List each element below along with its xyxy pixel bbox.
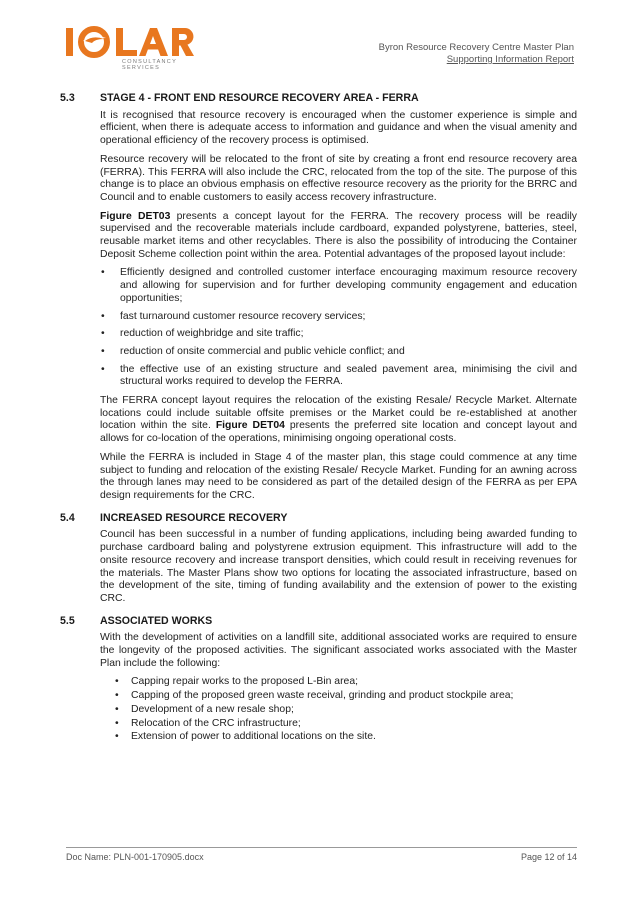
document-name: Doc Name: PLN-001-170905.docx [66, 852, 204, 862]
list-item: • reduction of onsite commercial and public vehicle conflict; and [100, 346, 577, 359]
section-number: 5.3 [60, 92, 75, 104]
list-item: • Efficiently designed and controlled customer interface encouraging maximum resource recovery and allowing for supervision and for further developing community engagement and education opportunities; [100, 267, 577, 305]
document-subtitle: Supporting Information Report [446, 54, 574, 65]
section-heading [60, 92, 577, 105]
section-5-4 [60, 512, 577, 606]
section-number: 5.5 [60, 614, 75, 627]
logo-mark-icon [66, 26, 216, 60]
section-heading [60, 512, 577, 525]
page-number: Page 12 of 14 [520, 852, 577, 862]
figure-reference: Figure DET03 [100, 210, 171, 222]
paragraph: Council has been successful in a number of funding applications, including being awarded funding to purchase cardboard baling and polystyrene extrusion equipment. This infrastructure will add to the onsite resource recovery and increase transport densities, which could result in receiving revenues for the materials. The Master Plans show two options for locating the associated infrastructure, based on the development of the site, timing of funding availability and the extension of power to the existing CRC. [100, 529, 577, 604]
paragraph: Resource recovery will be relocated to the front of site by creating a front end resource recovery area (FERRA). This FERRA will also include the CRC, relocated from the top of the site. The purpose of this change is to place an obvious emphasis on effective resource recovery as the priority for the BRRC and Council and to enable customers to easily access recovery infrastructure. [100, 153, 577, 203]
page-footer [66, 847, 577, 862]
section-5-5 [60, 615, 577, 744]
list-item: • Relocation of the CRC infrastructure; [115, 718, 577, 731]
list-item: • the effective use of an existing structure and sealed pavement area, minimising the civil and structural works required to develop the FERRA. [100, 364, 577, 389]
list-item: • Capping repair works to the proposed L-Bin area; [115, 676, 577, 689]
paragraph [100, 395, 577, 446]
paragraph-text: presents the preferred site location and concept layout and allows for co-location of the operations, minimising ongoing operational costs. [100, 420, 577, 445]
document-title: Byron Resource Recovery Centre Master Plan [378, 42, 574, 53]
paragraph [100, 211, 577, 262]
list-item: • Development of a new resale shop; [115, 704, 577, 717]
list-item: • Extension of power to additional locations on the site. [115, 731, 577, 744]
section-title: STAGE 4 - FRONT END RESOURCE RECOVERY AREA - FERRA [100, 92, 419, 104]
paragraph: It is recognised that resource recovery is encouraged when the customer experience is simple and efficient, when there is adequate access to information and guidance and when the visual amenity and operational efficiency of the recovery process is optimised. [100, 109, 577, 147]
section-5-3 [60, 92, 577, 503]
list-item: • Capping of the proposed green waste receival, grinding and product stockpile area; [115, 690, 577, 703]
paragraph: While the FERRA is included in Stage 4 of the master plan, this stage could commence at any time subject to funding and relocation of the existing Resale/ Recycle Market. Funding for an awning across the through lanes may need to be considered as part of the detailed design of the FERRA as per EPA design requirements for the CRC. [100, 451, 577, 501]
bullet-list [100, 267, 577, 389]
bullet-list [100, 676, 577, 744]
section-title: INCREASED RESOURCE RECOVERY [100, 511, 288, 524]
list-item: • fast turnaround customer resource recovery services; [100, 311, 577, 324]
section-title: ASSOCIATED WORKS [100, 614, 213, 627]
figure-reference: Figure DET04 [215, 420, 285, 432]
paragraph: With the development of activities on a landfill site, additional associated works are required to ensure the longevity of the proposed activities. The significant associated works associated with the Master Plan include the following: [100, 632, 577, 669]
paragraph-text: presents a concept layout for the FERRA. The recovery process will be readily supervised and the recoverable materials include cardboard, expanded polystyrene, batteries, steel, reusable market items and other recyclables. There is also the possibility of introducing the Container Deposit Scheme collection point within the area. Potential advantages of the proposed layout include: [100, 210, 577, 260]
section-heading [60, 615, 577, 628]
paragraph-text: The FERRA concept layout requires the relocation of the existing Resale/ Recycle Market. Alternate locations could include suitable offsite premises or the Market could be re-established at another location within the site. [100, 395, 577, 432]
logo-tagline: CONSULTANCY SERVICES [122, 59, 177, 71]
page-header [66, 22, 574, 72]
page-body [60, 92, 577, 753]
list-item: • reduction of weighbridge and site traffic; [100, 328, 577, 341]
company-logo [66, 26, 216, 70]
section-number: 5.4 [60, 511, 75, 524]
document-title-block [379, 42, 574, 66]
